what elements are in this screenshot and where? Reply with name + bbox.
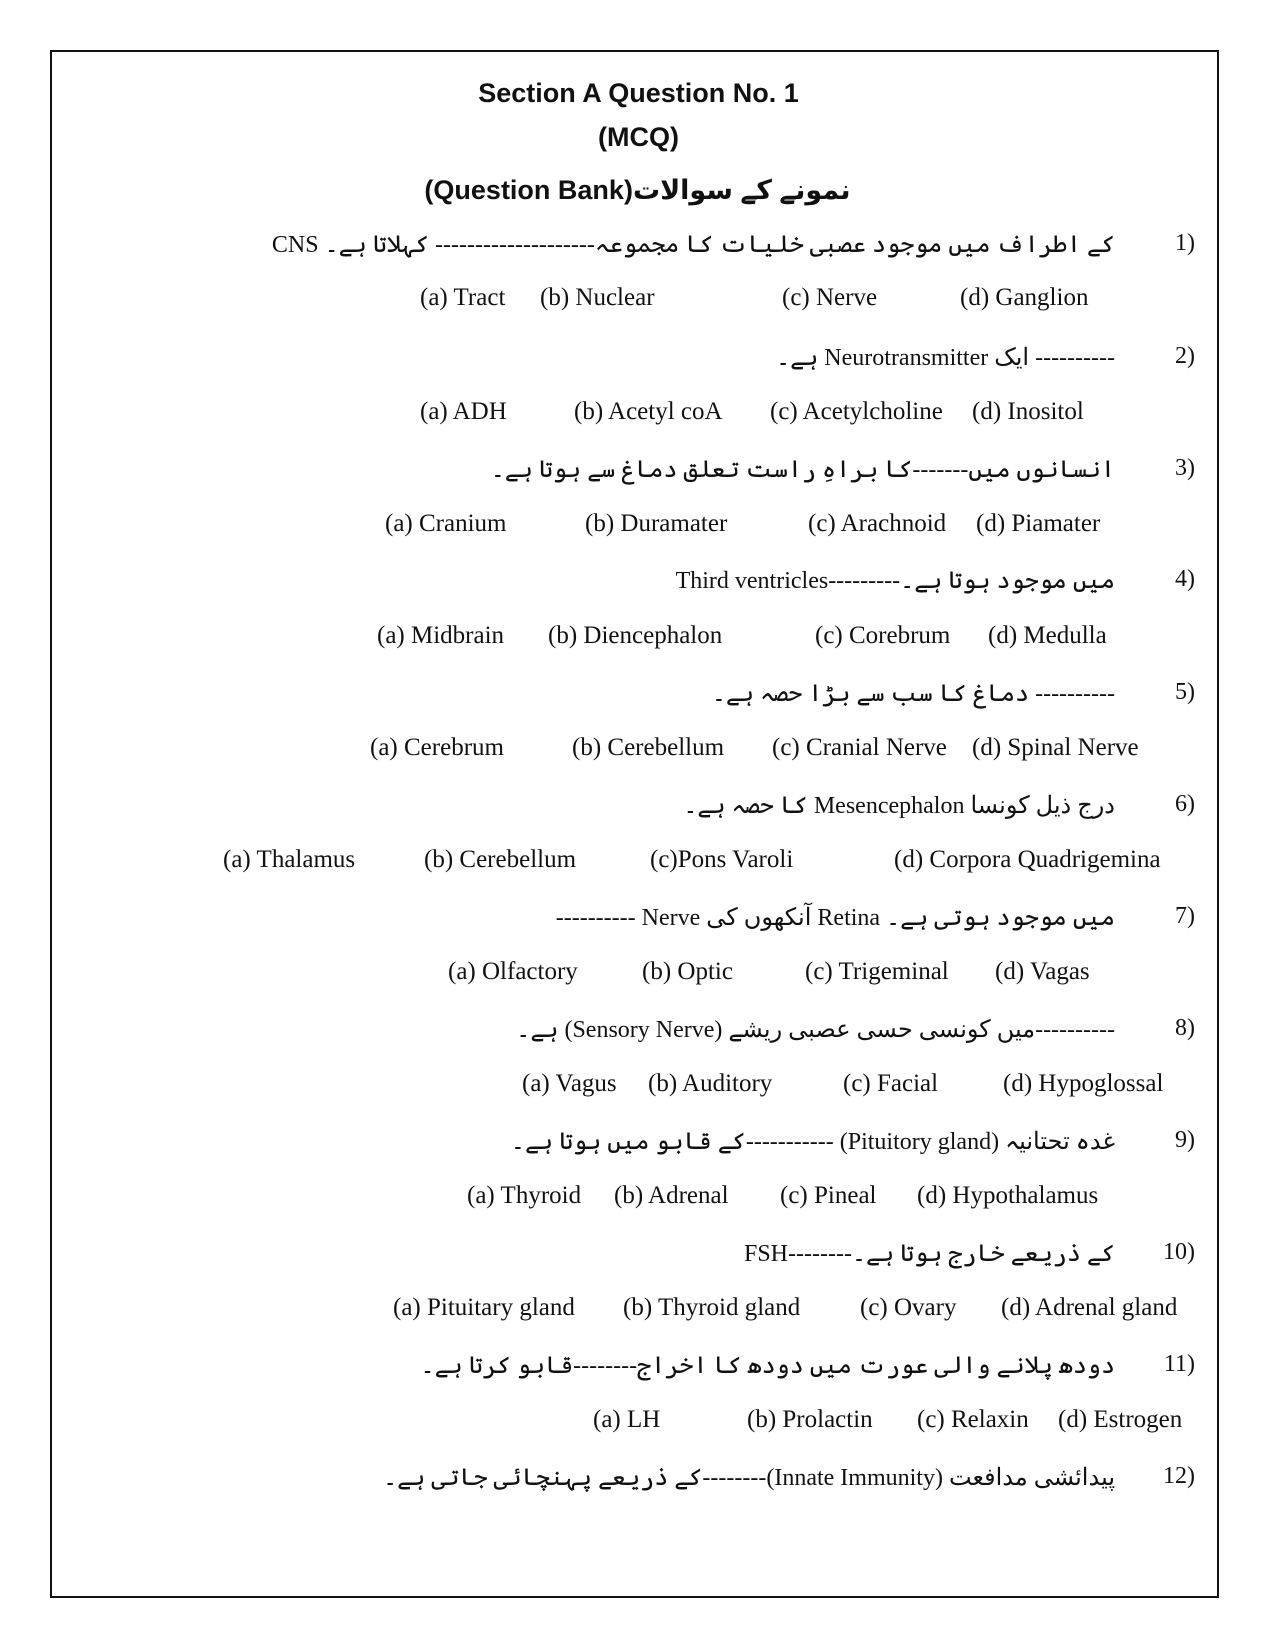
option-b: (b) Adrenal bbox=[614, 1182, 729, 1209]
question-number: 6) bbox=[1175, 791, 1195, 817]
question-number: 2) bbox=[1175, 343, 1195, 369]
question-number: 7) bbox=[1175, 903, 1195, 929]
question-text: دودھ پلانے والی عورت میں دودھ کا اخراج--------قابو کرتا ہے۔ bbox=[420, 1353, 1115, 1379]
option-a: (a) Midbrain bbox=[377, 622, 505, 649]
option-a: (a) ADH bbox=[420, 398, 507, 425]
option-b: (b) Prolactin bbox=[747, 1406, 873, 1433]
option-d: (d) Corpora Quadrigemina bbox=[894, 846, 1161, 873]
option-c: (c)Pons Varoli bbox=[650, 846, 794, 873]
question-text: ---------- دماغ کا سب سے بڑا حصہ ہے۔ bbox=[711, 681, 1115, 707]
option-c: (c) Nerve bbox=[782, 284, 878, 311]
option-c: (c) Facial bbox=[843, 1070, 939, 1097]
option-d: (d) Inositol bbox=[972, 398, 1084, 425]
option-c: (c) Ovary bbox=[860, 1294, 957, 1321]
question-text: CNS کے اطراف میں موجود عصبی خلیات کا مجموعہ-------------------- کہلاتا ہے۔ bbox=[271, 232, 1115, 258]
option-c: (c) Pineal bbox=[780, 1182, 877, 1209]
question-text: Third ventricles---------میں موجود ہوتا ہے۔ bbox=[675, 568, 1115, 594]
option-b: (b) Duramater bbox=[585, 510, 728, 537]
section-title: Section A Question No. 1 bbox=[478, 78, 799, 108]
question-text: انسانوں میں-------کا براہِ راست تعلق دماغ سے ہوتا ہے۔ bbox=[490, 457, 1115, 483]
option-b: (b) Optic bbox=[642, 958, 733, 985]
option-d: (d) Hypothalamus bbox=[917, 1182, 1099, 1209]
option-a: (a) Olfactory bbox=[448, 958, 578, 985]
question-bank-heading: (Question Bank)نمونے کے سوالات bbox=[424, 175, 851, 205]
question-text: ----------میں کونسی حسی عصبی ریشے (Sensory Nerve) ہے۔ bbox=[516, 1017, 1115, 1043]
option-d: (d) Hypoglossal bbox=[1003, 1070, 1164, 1097]
question-number: 11) bbox=[1163, 1351, 1195, 1377]
question-text: ---------- Nerve آنکھوں کی Retina میں موجود ہوتی ہے۔ bbox=[555, 905, 1115, 931]
question-text: ---------- ایک Neurotransmitter ہے۔ bbox=[776, 345, 1115, 371]
option-b: (b) Cerebellum bbox=[424, 846, 577, 873]
option-a: (a) Thalamus bbox=[223, 846, 356, 873]
question-number: 10) bbox=[1163, 1239, 1195, 1265]
option-d: (d) Medulla bbox=[988, 622, 1107, 649]
option-b: (b) Thyroid gland bbox=[623, 1294, 801, 1321]
option-c: (c) Arachnoid bbox=[808, 510, 947, 537]
option-b: (b) Acetyl coA bbox=[574, 398, 723, 425]
question-number: 12) bbox=[1163, 1463, 1195, 1489]
option-c: (c) Cranial Nerve bbox=[772, 734, 947, 761]
question-text: FSH--------کے ذریعے خارج ہوتا ہے۔ bbox=[743, 1241, 1115, 1267]
question-number: 3) bbox=[1175, 455, 1195, 481]
option-b: (b) Cerebellum bbox=[572, 734, 725, 761]
option-a: (a) Pituitary gland bbox=[393, 1294, 575, 1321]
question-number: 9) bbox=[1175, 1127, 1195, 1153]
question-number: 5) bbox=[1175, 679, 1195, 705]
option-a: (a) Thyroid bbox=[467, 1182, 582, 1209]
question-text: غدہ تحتانیہ (Pituitory gland) -----------کے قابو میں ہوتا ہے۔ bbox=[510, 1129, 1115, 1155]
option-a: (a) Tract bbox=[420, 284, 506, 311]
question-text: درج ذیل کونسا Mesencephalon کا حصہ ہے۔ bbox=[683, 793, 1115, 819]
option-d: (d) Ganglion bbox=[960, 284, 1089, 311]
option-d: (d) Vagas bbox=[995, 958, 1090, 985]
option-d: (d) Adrenal gland bbox=[1001, 1294, 1178, 1321]
question-text: پیدائشی مدافعت (Innate Immunity)--------کے ذریعے پہنچائی جاتی ہے۔ bbox=[383, 1465, 1115, 1491]
option-a: (a) Vagus bbox=[522, 1070, 617, 1097]
question-number: 4) bbox=[1175, 566, 1195, 592]
option-d: (d) Spinal Nerve bbox=[972, 734, 1139, 761]
option-a: (a) Cranium bbox=[385, 510, 507, 537]
option-c: (c) Acetylcholine bbox=[770, 398, 943, 425]
question-number: 8) bbox=[1175, 1015, 1195, 1041]
option-c: (c) Corebrum bbox=[815, 622, 951, 649]
option-b: (b) Nuclear bbox=[540, 284, 655, 311]
option-a: (a) Cerebrum bbox=[370, 734, 504, 761]
option-a: (a) LH bbox=[593, 1406, 661, 1433]
option-c: (c) Relaxin bbox=[917, 1406, 1029, 1433]
question-number: 1) bbox=[1175, 230, 1195, 256]
option-d: (d) Estrogen bbox=[1058, 1406, 1183, 1433]
option-b: (b) Diencephalon bbox=[548, 622, 723, 649]
option-c: (c) Trigeminal bbox=[805, 958, 949, 985]
mcq-subtitle: (MCQ) bbox=[598, 122, 679, 152]
option-b: (b) Auditory bbox=[648, 1070, 773, 1097]
option-d: (d) Piamater bbox=[976, 510, 1101, 537]
